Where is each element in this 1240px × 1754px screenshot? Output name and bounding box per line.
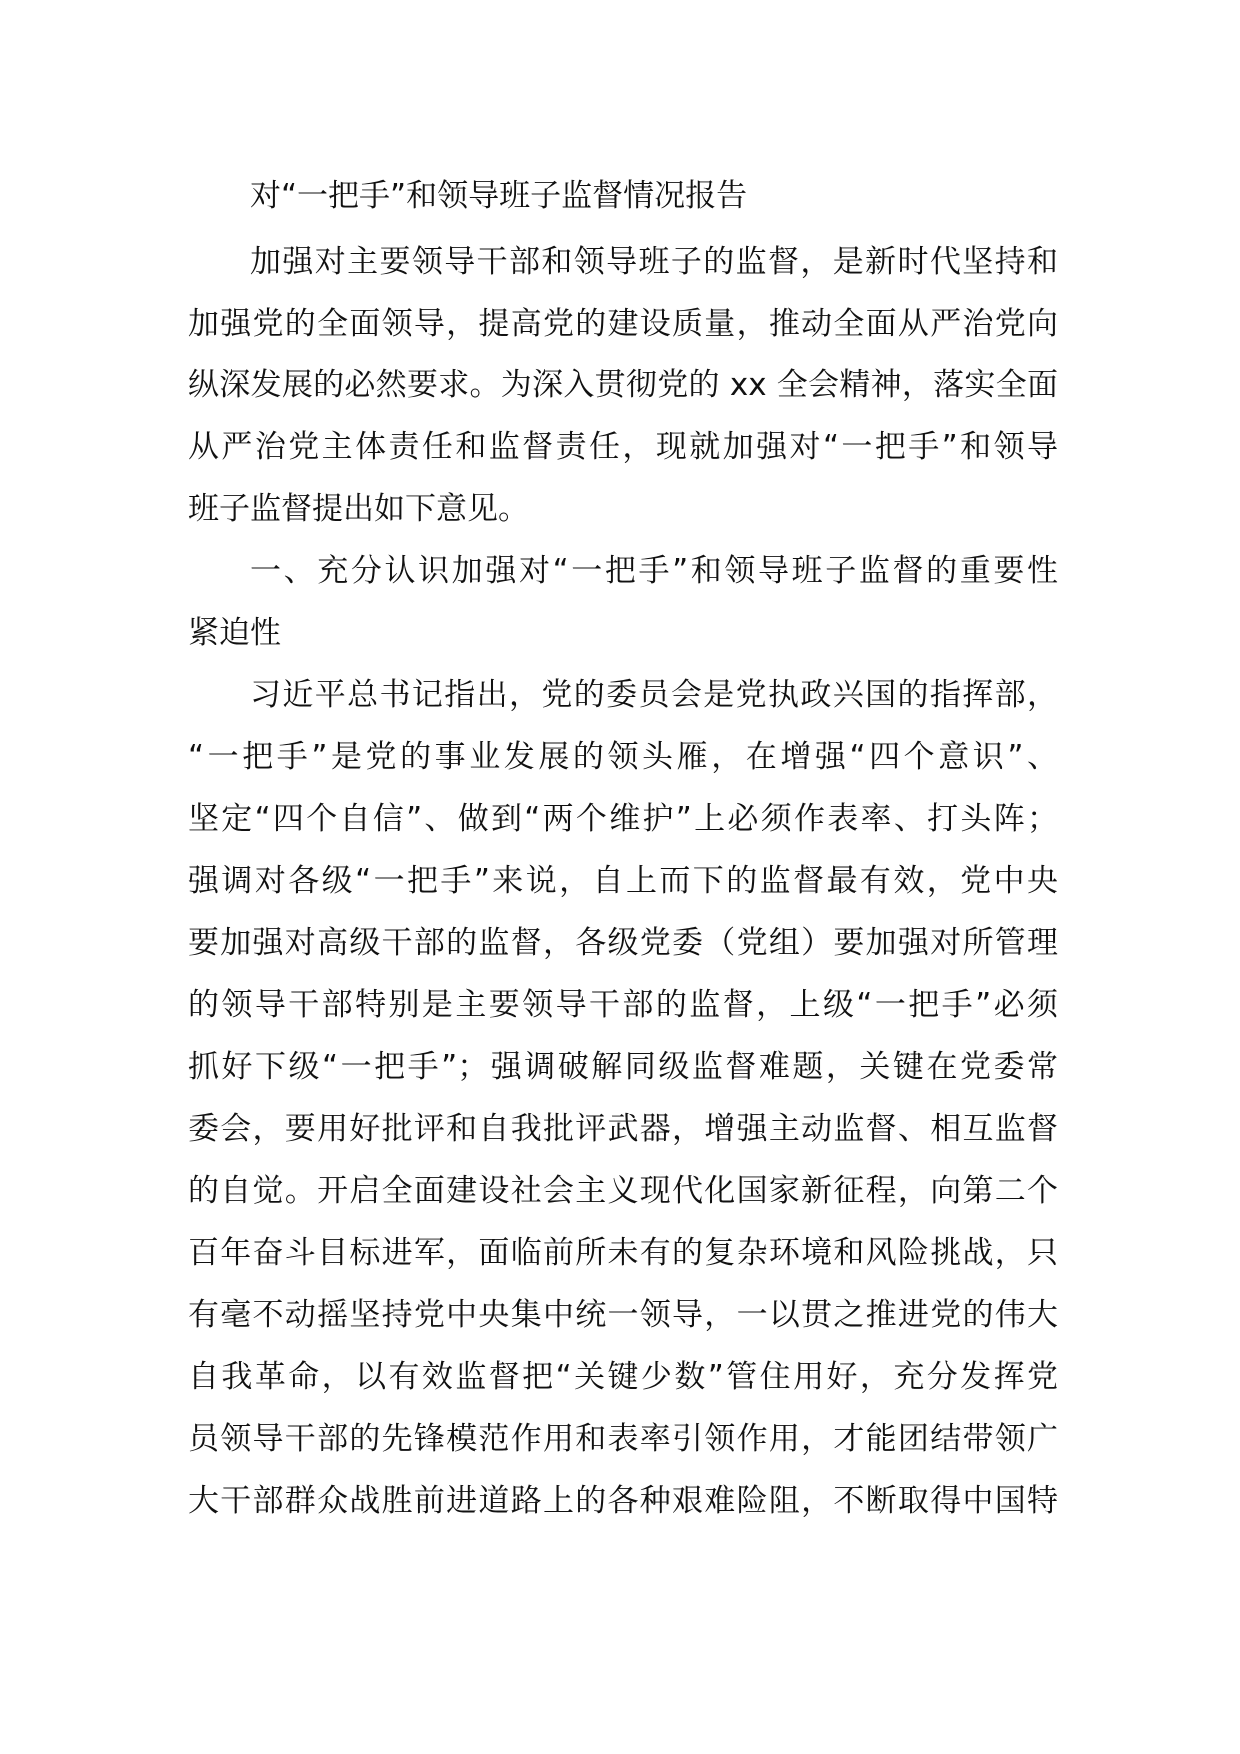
paragraph-line: 坚定“四个自信”、做到“两个维护”上必须作表率、打头阵； <box>188 801 1058 837</box>
paragraph-line: 的领导干部特别是主要领导干部的监督，上级“一把手”必须 <box>188 987 1058 1023</box>
paragraph-line: 委会，要用好批评和自我批评武器，增强主动监督、相互监督 <box>188 1111 1058 1147</box>
paragraph-line: 百年奋斗目标进军，面临前所未有的复杂环境和风险挑战，只 <box>188 1235 1058 1271</box>
paragraph-line: 强调对各级“一把手”来说，自上而下的监督最有效，党中央 <box>188 863 1058 899</box>
paragraph-line: 班子监督提出如下意见。 <box>188 491 529 527</box>
paragraph-line: “一把手”是党的事业发展的领头雁，在增强“四个意识”、 <box>188 739 1058 775</box>
paragraph-line: 有毫不动摇坚持党中央集中统一领导，一以贯之推进党的伟大 <box>188 1297 1058 1333</box>
section-heading: 一、充分认识加强对“一把手”和领导班子监督的重要性 <box>250 553 1058 589</box>
paragraph-line: 从严治党主体责任和监督责任，现就加强对“一把手”和领导 <box>188 429 1058 465</box>
paragraph-line: 自我革命，以有效监督把“关键少数”管住用好，充分发挥党 <box>188 1359 1058 1395</box>
paragraph-line: 大干部群众战胜前进道路上的各种艰难险阻，不断取得中国特 <box>188 1483 1058 1519</box>
section-heading: 紧迫性 <box>188 615 281 651</box>
paragraph-line: 的自觉。开启全面建设社会主义现代化国家新征程，向第二个 <box>188 1173 1058 1209</box>
paragraph-line: 要加强对高级干部的监督，各级党委（党组）要加强对所管理 <box>188 925 1058 961</box>
paragraph-line: 抓好下级“一把手”；强调破解同级监督难题，关键在党委常 <box>188 1049 1058 1085</box>
paragraph-line: 员领导干部的先锋模范作用和表率引领作用，才能团结带领广 <box>188 1421 1058 1457</box>
paragraph-line: 加强对主要领导干部和领导班子的监督，是新时代坚持和 <box>250 244 1058 280</box>
document-title: 对“一把手”和领导班子监督情况报告 <box>250 178 748 214</box>
paragraph-line: 纵深发展的必然要求。为深入贯彻党的 xx 全会精神，落实全面 <box>188 367 1058 403</box>
paragraph-line: 习近平总书记指出，党的委员会是党执政兴国的指挥部， <box>250 677 1058 713</box>
paragraph-line: 加强党的全面领导，提高党的建设质量，推动全面从严治党向 <box>188 306 1058 342</box>
